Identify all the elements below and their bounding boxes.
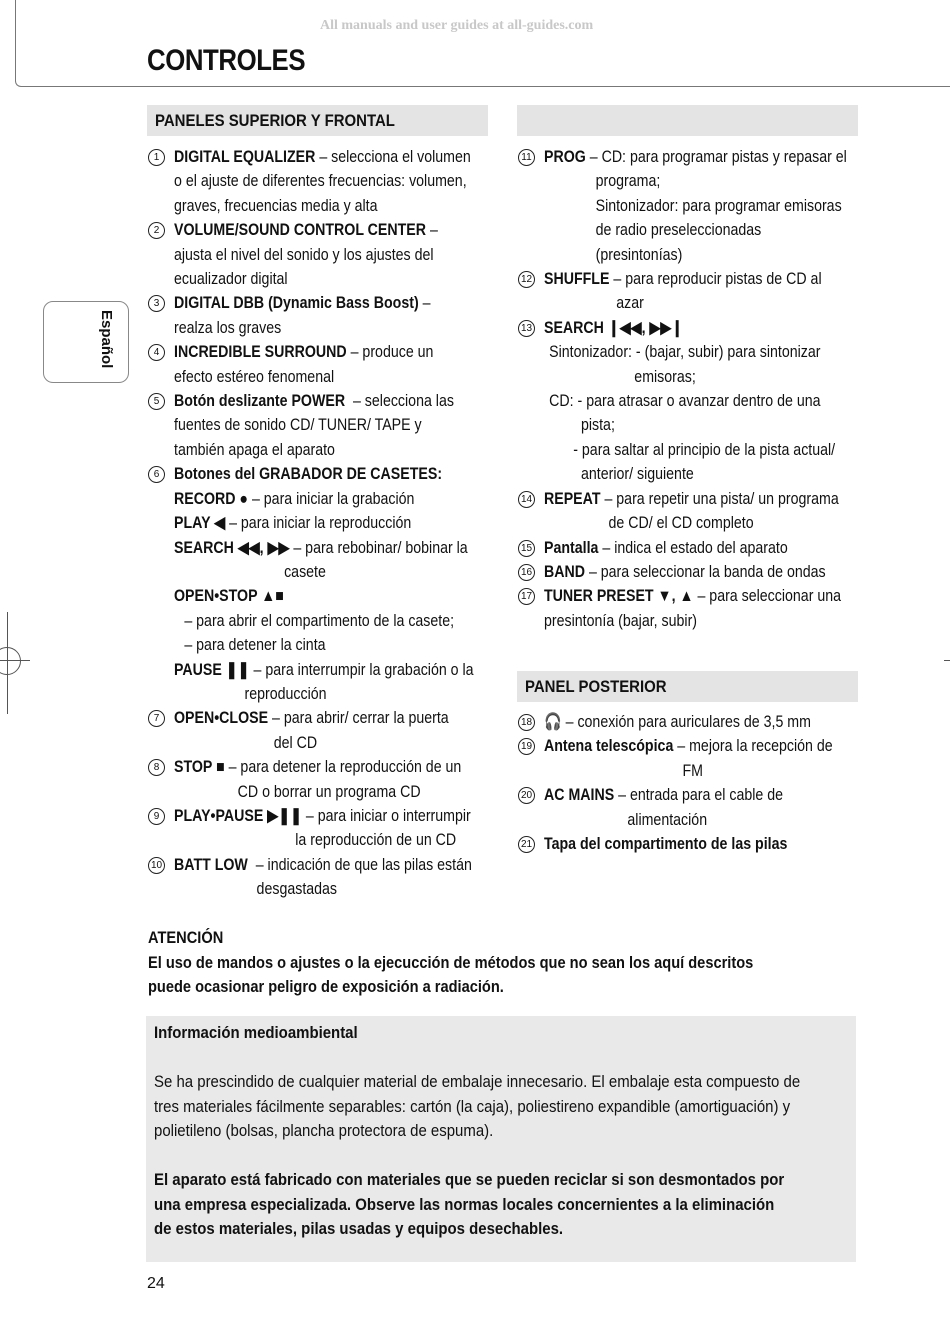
item-line [544,267,822,291]
item-number: 19 [518,738,535,755]
item-line [174,365,448,389]
item-line [174,169,467,193]
language-tab-label: Español [98,310,115,369]
control-description: FM [682,761,703,780]
control-name: OPEN•STOP ▲■ [174,587,284,606]
control-name: Antena telescópica [544,737,674,756]
control-description: reproducción [244,684,327,703]
control-description: desgastadas [256,880,338,899]
watermark: All manuals and user guides at all-guides.com [320,18,594,33]
control-item [148,218,493,291]
control-name: Botones del GRABADOR DE CASETES: [174,465,443,484]
attention-heading: ATENCIÓN [148,928,224,947]
paragraph-line: Se ha prescindido de cualquier material de embalaje innecesario. El embalaje esta compuesto de [154,1072,801,1091]
control-description: también apaga el aparato [174,440,335,459]
control-name: SHUFFLE [544,270,610,289]
left-control-list [148,145,493,902]
control-description: – selecciona las [345,392,454,411]
control-name: OPEN•CLOSE [174,709,269,728]
item-line [174,633,448,657]
item-line [174,389,454,413]
control-name: VOLUME/SOUND CONTROL CENTER [174,221,427,240]
control-description: – [418,294,431,313]
control-description: programa; [595,172,661,191]
item-line [174,853,472,877]
control-description: fuentes de sonido CD/ TUNER/ TAPE y [174,416,422,435]
item-line [174,682,448,706]
paragraph-line: una empresa especializada. Observe las normas locales concernientes a la eliminación [154,1194,775,1214]
item-line [544,316,818,340]
control-description: – para reproducir pistas de CD al [609,270,822,289]
control-description: de radio preseleccionadas [595,221,762,240]
page-number: 24 [147,1275,165,1292]
item-line [544,487,839,511]
item-number: 15 [518,540,535,557]
control-description: – produce un [346,343,434,362]
paragraph-line: polietileno (bolsas, plancha protectora de espuma). [154,1121,494,1140]
item-line [174,291,448,315]
control-name: PROG [544,148,586,166]
environment-info-box [146,1016,856,1262]
crop-mark-right [944,660,950,661]
item-line [174,194,448,218]
control-name: BATT LOW [174,855,248,874]
item-number: 13 [518,320,535,337]
control-name: RECORD ● [174,489,249,508]
control-description: de CD/ el CD completo [608,514,754,533]
item-line [544,194,842,218]
item-line [174,462,448,486]
control-description: – para iniciar la reproducción [225,514,412,533]
control-description: – para interrumpir la grabación o la [249,660,474,679]
item-line [174,658,474,682]
control-description: la reproducción de un CD [295,831,457,850]
item-line [544,783,818,807]
item-number: 18 [518,714,535,731]
control-description: casete [284,562,326,581]
control-name: TUNER PRESET ▼, ▲ [544,587,694,606]
item-line [174,340,448,364]
control-name: BAND [544,562,585,581]
page-title: CONTROLES [147,44,306,77]
item-line [174,584,448,608]
control-name: DIGITAL EQUALIZER [174,148,316,166]
control-description: Sintonizador: - (bajar, subir) para sintonizar [549,343,821,362]
control-name: DIGITAL DBB (Dynamic Bass Boost) [174,294,419,313]
control-item [518,316,863,487]
control-description: (presintonías) [595,245,683,264]
item-line [174,511,448,535]
control-item [518,734,863,783]
control-item [518,832,863,856]
attention-text: El uso de mandos o ajustes o la ejecucción de métodos que no sean los aquí descritos [148,952,754,972]
control-description: – para seleccionar una [693,587,842,606]
control-description: pista; [580,416,615,435]
item-line [544,389,821,413]
control-name: PLAY ◀ [174,514,226,533]
control-item [148,755,493,804]
control-name: Pantalla [544,538,599,557]
control-name: SEARCH ❙◀◀, ▶▶❙ [544,318,684,337]
control-description: alimentación [627,810,708,829]
item-line [174,218,448,242]
control-description: – indica el estado del aparato [598,538,788,557]
item-line [544,169,818,193]
control-item [148,145,493,218]
item-line [544,584,842,608]
item-line [544,340,821,364]
control-name: REPEAT [544,489,601,508]
control-item [148,706,493,755]
control-description: Sintonizador: para programar emisoras [595,196,842,215]
item-line [544,145,847,169]
item-line [544,462,818,486]
control-description: CD: - para atrasar o avanzar dentro de una [549,392,821,411]
control-description: – CD: para programar pistas y repasar el [585,148,847,166]
control-item [148,389,493,462]
section-header-right [517,105,858,136]
item-line [174,413,448,437]
section-header-label: PANELES SUPERIOR Y FRONTAL [155,111,395,130]
item-number: 20 [518,787,535,804]
item-line [174,316,448,340]
control-description: – para seleccionar la banda de ondas [584,562,826,581]
control-item [518,267,863,316]
item-line [174,536,468,560]
control-name: INCREDIBLE SURROUND [174,343,347,362]
rear-control-list [518,710,863,856]
control-item [518,783,863,832]
item-line [544,218,818,242]
control-description: emisoras; [634,367,696,386]
control-item [148,340,493,389]
control-item [518,584,863,633]
item-line [544,710,818,734]
control-description: CD o borrar un programa CD [237,782,421,801]
control-name: Botón deslizante POWER [174,392,346,411]
control-name: PAUSE ❚❚ [174,660,250,679]
item-number: 17 [518,588,535,605]
item-line [174,267,448,291]
item-line [544,759,818,783]
item-line [544,609,818,633]
control-description: azar [616,294,644,313]
control-name: Tapa del compartimento de las pilas [544,835,788,854]
control-name: STOP ■ [174,758,225,777]
control-description: – indicación de que las pilas están [247,855,472,874]
item-line [174,755,462,779]
item-line [174,609,455,633]
item-number: 6 [148,466,165,483]
control-description: – mejora la recepción de [673,737,833,756]
item-number: 8 [148,759,165,776]
control-description: – para abrir el compartimento de la casete; [184,611,455,630]
control-description: – entrada para el cable de [614,786,783,805]
control-description: – para iniciar la grabación [248,489,415,508]
item-number: 4 [148,344,165,361]
item-number: 2 [148,222,165,239]
environment-paragraph-2 [154,1168,784,1242]
control-description: – para repetir una pista/ un programa [600,489,839,508]
attention-notice [148,926,852,1000]
item-line [174,828,457,852]
item-line [174,780,448,804]
item-line [174,438,448,462]
item-number: 14 [518,491,535,508]
item-number: 12 [518,271,535,288]
item-number: 11 [518,149,535,166]
control-item [148,853,493,902]
control-description: – selecciona el volumen [315,148,471,166]
control-description: - para saltar al principio de la pista actual/ [573,440,836,459]
paragraph-line: El aparato está fabricado con materiales que se pueden reciclar si son desmontados por [154,1170,785,1189]
control-description: anterior/ siguiente [580,465,694,484]
control-description: ajusta el nivel del sonido y los ajustes del [174,245,434,264]
control-name: SEARCH ◀◀, ▶▶ [174,538,290,557]
item-number: 10 [148,857,165,874]
control-description: – para detener la cinta [184,636,326,655]
control-item [148,804,493,853]
control-item [148,462,493,706]
item-line [544,560,826,584]
item-line [544,734,833,758]
item-number: 5 [148,393,165,410]
control-description: – conexión para auriculares de 3,5 mm [561,713,811,731]
control-description: – [426,221,438,240]
item-line [544,808,818,832]
item-number: 7 [148,710,165,727]
item-line [544,365,818,389]
item-line [174,243,448,267]
control-name: AC MAINS [544,786,615,805]
right-control-list [518,145,863,633]
control-description: presintonía (bajar, subir) [544,611,698,630]
control-description: del CD [273,733,318,752]
environment-heading: Información medioambiental [154,1023,358,1042]
item-line [174,145,471,169]
control-description: efecto estéreo fenomenal [174,367,335,386]
item-number: 9 [148,808,165,825]
item-line [544,413,818,437]
control-item [148,291,493,340]
control-description: – para detener la reproducción de un [224,758,462,777]
section-header-label: PANEL POSTERIOR [525,677,667,696]
item-line [174,487,448,511]
item-line [544,438,836,462]
item-line [174,731,448,755]
item-line [174,706,448,730]
section-header-rear [517,671,858,702]
control-description: graves, frecuencias media y alta [174,196,378,215]
control-item [518,487,863,536]
control-description: realza los graves [174,318,282,337]
item-line [544,291,818,315]
item-line [544,243,818,267]
control-item [518,560,863,584]
control-item [518,536,863,560]
control-description: o el ajuste de diferentes frecuencias: volumen, [174,172,467,191]
control-description: ecualizador digital [174,270,288,289]
control-item [518,145,863,267]
crop-mark-circle [0,647,21,675]
environment-paragraph-1 [154,1070,800,1144]
attention-text: puede ocasionar peligro de exposición a radiación. [148,977,504,996]
item-number: 16 [518,564,535,581]
item-number: 1 [148,149,165,166]
item-line [544,536,818,560]
language-tab [43,301,129,383]
control-name: 🎧 [544,713,562,731]
control-description: – para rebobinar/ bobinar la [289,538,468,557]
item-number: 3 [148,295,165,312]
section-header-top-front [147,105,488,136]
control-item [518,710,863,734]
paragraph-line: tres materiales fácilmente separables: cartón (la caja), poliestireno expandible (amortiguación) y [154,1096,791,1116]
paragraph-line: de estos materiales, pilas usadas y equipos desechables. [154,1219,564,1238]
item-number: 21 [518,836,535,853]
control-description: – para iniciar o interrumpir [301,806,471,825]
item-line [174,804,471,828]
control-description: – para abrir/ cerrar la puerta [268,709,449,728]
item-line [544,832,818,856]
control-name: PLAY•PAUSE ▶❚❚ [174,806,302,825]
item-line [174,560,448,584]
item-line [174,877,448,901]
item-line [544,511,818,535]
